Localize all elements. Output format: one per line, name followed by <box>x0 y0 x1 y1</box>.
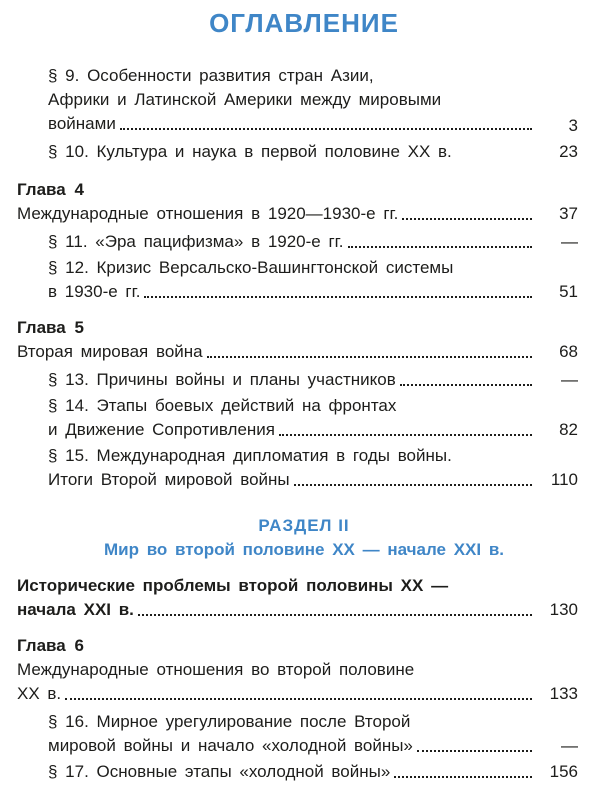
entry-text: Итоги Второй мировой войны <box>48 470 290 489</box>
leader-dots <box>400 384 532 386</box>
page-number: 130 <box>549 600 578 619</box>
page-number: 68 <box>559 342 578 361</box>
page-title: ОГЛАВЛЕНИЕ <box>209 8 399 38</box>
leader-dots <box>279 434 532 436</box>
toc-entry-ch6[interactable] <box>17 658 536 706</box>
entry-text: в 1930-е гг. <box>48 282 141 301</box>
section-subtitle: Мир во второй половине XX — начале XXI в. <box>103 540 505 559</box>
toc-entry-p12[interactable] <box>48 256 536 304</box>
page-number: 82 <box>559 420 578 439</box>
entry-text: § 13. Причины войны и планы участников <box>48 370 396 389</box>
page-number: 23 <box>559 142 578 161</box>
leader-dots <box>138 614 532 616</box>
leader-dots <box>144 296 532 298</box>
chapter-label: Глава 4 <box>17 180 84 199</box>
toc-entry-p13[interactable] <box>48 368 536 392</box>
leader-dots <box>417 750 532 752</box>
entry-text: Международные отношения в 1920—1930-е гг. <box>17 204 399 223</box>
entry-text: мировой войны и начало «холодной войны» <box>48 736 413 755</box>
page-number: 51 <box>559 282 578 301</box>
entry-text: и Движение Сопротивления <box>48 420 276 439</box>
page-number: 110 <box>550 470 578 489</box>
entry-text: § 9. Особенности развития стран Азии, <box>48 66 374 85</box>
toc-entry-ch5[interactable] <box>17 340 536 364</box>
leader-dots <box>65 698 532 700</box>
page-number: 156 <box>549 762 578 781</box>
leader-dots <box>207 356 532 358</box>
entry-text: § 12. Кризис Версальско-Вашингтонской системы <box>48 258 454 277</box>
chapter-label: Глава 5 <box>17 318 84 337</box>
toc-entry-p16[interactable] <box>48 710 536 758</box>
page-number: 3 <box>568 116 578 135</box>
leader-dots <box>402 218 532 220</box>
entry-text: Исторические проблемы второй половины XX — <box>17 576 449 595</box>
page-number: — <box>561 370 578 389</box>
entry-text: войнами <box>48 114 116 133</box>
entry-text: начала XXI в. <box>17 600 134 619</box>
entry-text: Вторая мировая война <box>17 342 203 361</box>
toc-entry-p17[interactable] <box>48 760 536 784</box>
entry-text: § 17. Основные этапы «холодной войны» <box>48 762 391 781</box>
entry-text: § 15. Международная дипломатия в годы войны. <box>48 446 452 465</box>
toc-entry-p11[interactable] <box>48 230 536 254</box>
page-number: 133 <box>549 684 578 703</box>
leader-dots <box>294 484 532 486</box>
entry-text: Международные отношения во второй половине <box>17 660 415 679</box>
toc-entry-p15[interactable] <box>48 444 536 492</box>
chapter-label: Глава 6 <box>17 636 84 655</box>
entry-text: § 11. «Эра пацифизма» в 1920-е гг. <box>48 232 344 251</box>
leader-dots <box>348 246 532 248</box>
entry-text: XX в. <box>17 684 62 703</box>
leader-dots <box>120 128 532 130</box>
entry-text: Африки и Латинской Америки между мировыми <box>48 90 442 109</box>
entry-text: § 16. Мирное урегулирование после Второй <box>48 712 411 731</box>
toc-entry-p9[interactable] <box>48 64 536 136</box>
entry-text: § 10. Культура и наука в первой половине XX в. <box>48 142 452 161</box>
section-label: РАЗДЕЛ II <box>258 516 350 535</box>
toc-entry-historical-problems[interactable] <box>17 574 536 622</box>
page-number: — <box>561 736 578 755</box>
toc-entry-ch4[interactable] <box>17 202 536 226</box>
page-number: — <box>561 232 578 251</box>
leader-dots <box>394 776 532 778</box>
page-number: 37 <box>559 204 578 223</box>
entry-text: § 14. Этапы боевых действий на фронтах <box>48 396 397 415</box>
toc-entry-p14[interactable] <box>48 394 536 442</box>
toc-entry-p10[interactable] <box>48 140 536 164</box>
